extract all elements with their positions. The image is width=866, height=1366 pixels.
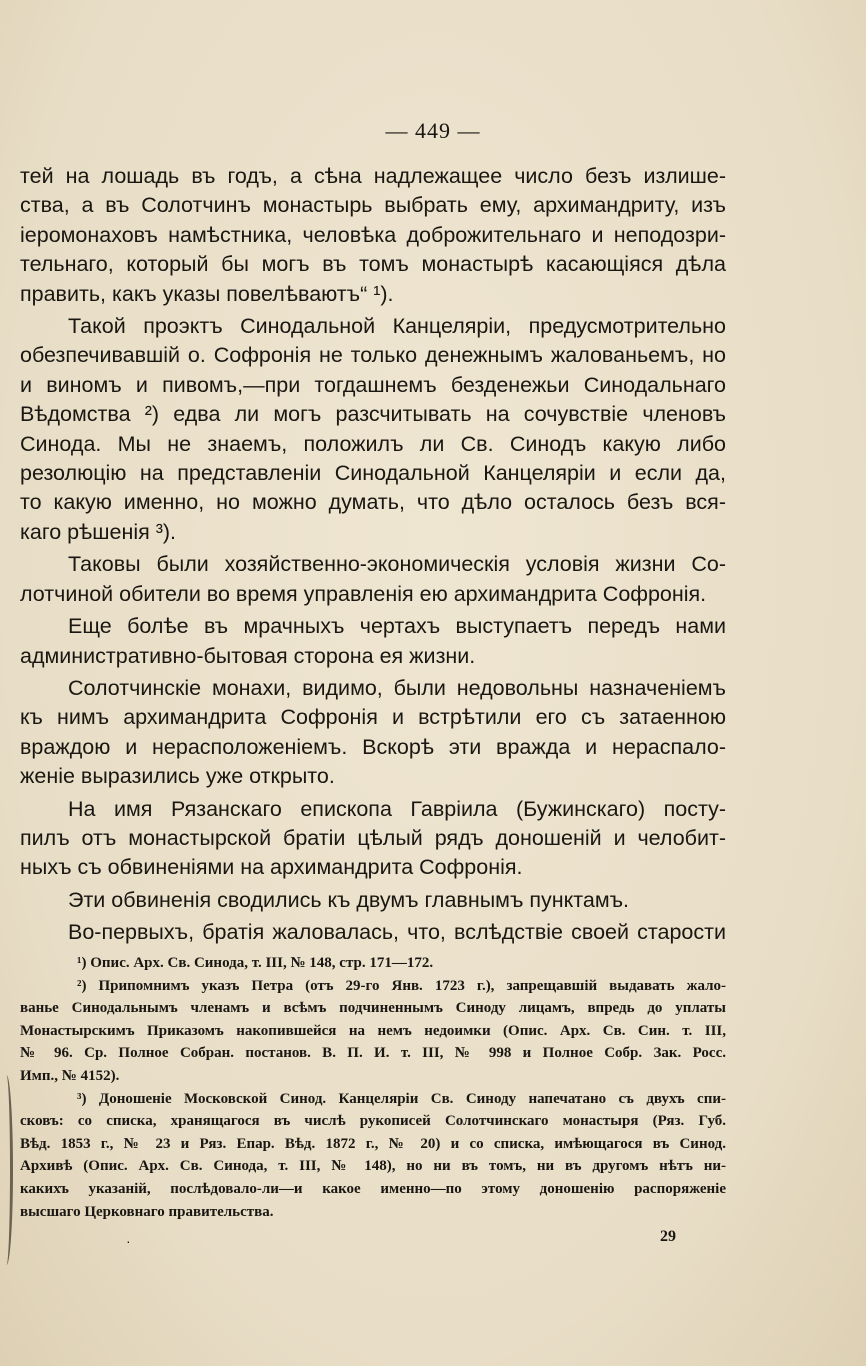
footnote-line: Монастырскимъ Приказомъ накопившейся на немъ недоимки (Опис. Арх. Св. Син. т. III, <box>20 1022 726 1039</box>
text-line: править, какъ указы повелѣваютъ“ ¹). <box>20 281 394 306</box>
footnotes <box>20 952 726 1223</box>
footnote-line: Имп., № 4152). <box>20 1067 120 1084</box>
book-spine-edge <box>0 1075 13 1265</box>
footnote-3 <box>20 1088 726 1224</box>
text-line: Солотчинскіе монахи, видимо, были недовольны назначеніемъ <box>68 675 726 700</box>
footnote-1 <box>20 952 726 975</box>
footnote-line: высшаго Церковнаго правительства. <box>20 1203 274 1220</box>
text-line: административно-бытовая сторона ея жизни. <box>20 643 476 668</box>
text-line: Синода. Мы не знаемъ, положилъ ли Св. Синодъ какую либо <box>20 431 726 456</box>
text-line: Еще болѣе въ мрачныхъ чертахъ выступаетъ передъ нами <box>68 614 726 639</box>
footnote-line: ²) Припомнимъ указъ Петра (отъ 29-го Янв. 1723 г.), запрещавшій выдавать жало- <box>77 977 726 994</box>
footnote-line: какихъ указаній, послѣдовало-ли—и какое именно—по этому доношенію распоряженіе <box>20 1180 726 1197</box>
text-line: Таковы были хозяйственно-экономическія условія жизни Со- <box>68 552 726 577</box>
text-line: іеромонаховъ намѣстника, человѣка доброжительнаго и неподозри- <box>20 222 726 247</box>
printer-signature-mark: 29 <box>660 1228 676 1245</box>
text-line: то какую именно, но можно думать, что дѣло осталось безъ вся- <box>20 490 726 515</box>
text-line: Во-первыхъ, братія жаловалась, что, вслѣдствіе своей старости <box>68 920 726 945</box>
footnote-line: № 96. Ср. Полное Собран. постанов. В. П. И. т. III, № 998 и Полное Собр. Зак. Росс. <box>20 1045 726 1062</box>
footnote-line: ³) Доношеніе Московской Синод. Канцеляріи Св. Синоду напечатано съ двухъ спи- <box>77 1090 726 1107</box>
text-line: Эти обвиненія сводились къ двумъ главнымъ пунктамъ. <box>68 887 630 912</box>
footnote-line: ванье Синодальнымъ членамъ и всѣмъ подчиненнымъ Синоду лицамъ, впредь до уплаты <box>20 1000 726 1017</box>
main-text <box>20 162 726 948</box>
footer-dot: · <box>126 1233 131 1249</box>
text-line: пилъ отъ монастырской братіи цѣлый рядъ доношеній и челобит- <box>20 825 726 850</box>
text-line: тельнаго, который бы могъ въ томъ монастырѣ касающіяся дѣла <box>20 252 726 277</box>
text-line: ства, а въ Солотчинъ монастырь выбрать ему, архимандриту, изъ <box>20 193 726 218</box>
text-line: и виномъ и пивомъ,—при тогдашнемъ безденежьи Синодальнаго <box>20 372 726 397</box>
text-line: враждою и нерасположеніемъ. Вскорѣ эти вражда и нераспало- <box>20 734 726 759</box>
footnote-line: Архивѣ (Опис. Арх. Св. Синода, т. III, № 148), но ни въ томъ, ни въ другомъ нѣтъ ни- <box>20 1158 726 1175</box>
text-line: Вѣдомства ²) едва ли могъ разсчитывать на сочувствіе членовъ <box>20 402 726 427</box>
text-line: Такой проэктъ Синодальной Канцеляріи, предусмотрительно <box>68 314 726 339</box>
footnote-2 <box>20 975 726 1088</box>
footnote-line: Вѣд. 1853 г., № 23 и Ряз. Епар. Вѣд. 1872 г., № 20) и со списка, имѣющагося въ Синод. <box>20 1135 726 1152</box>
text-line: къ нимъ архимандрита Софронія и встрѣтили его съ затаенною <box>20 705 726 730</box>
footnote-separator <box>20 944 170 945</box>
page-number: — 449 — <box>385 118 481 143</box>
footnote-line: ¹) Опис. Арх. Св. Синода, т. III, № 148, стр. 171—172. <box>77 955 434 971</box>
text-line: На имя Рязанскаго епископа Гавріила (Бужинскаго) посту- <box>68 796 726 821</box>
footnote-line: сковъ: со списка, хранящагося въ числѣ рукописей Солотчинскаго монастыря (Ряз. Губ. <box>20 1113 726 1130</box>
text-line: лотчиной обители во время управленія ею архимандрита Софронія. <box>20 581 707 606</box>
text-line: обезпечивавшій о. Софронія не только денежнымъ жалованьемъ, но <box>20 343 726 368</box>
text-line: тей на лошадь въ годъ, а сѣна надлежащее число безъ излише- <box>20 164 726 188</box>
text-line: ныхъ съ обвиненіями на архимандрита Софронія. <box>20 855 523 880</box>
text-line: женіе выразились уже открыто. <box>20 764 335 789</box>
text-line: резолюцію на представленіи Синодальной Канцеляріи и если да, <box>20 461 726 486</box>
text-line: каго рѣшенія ³). <box>20 519 177 544</box>
